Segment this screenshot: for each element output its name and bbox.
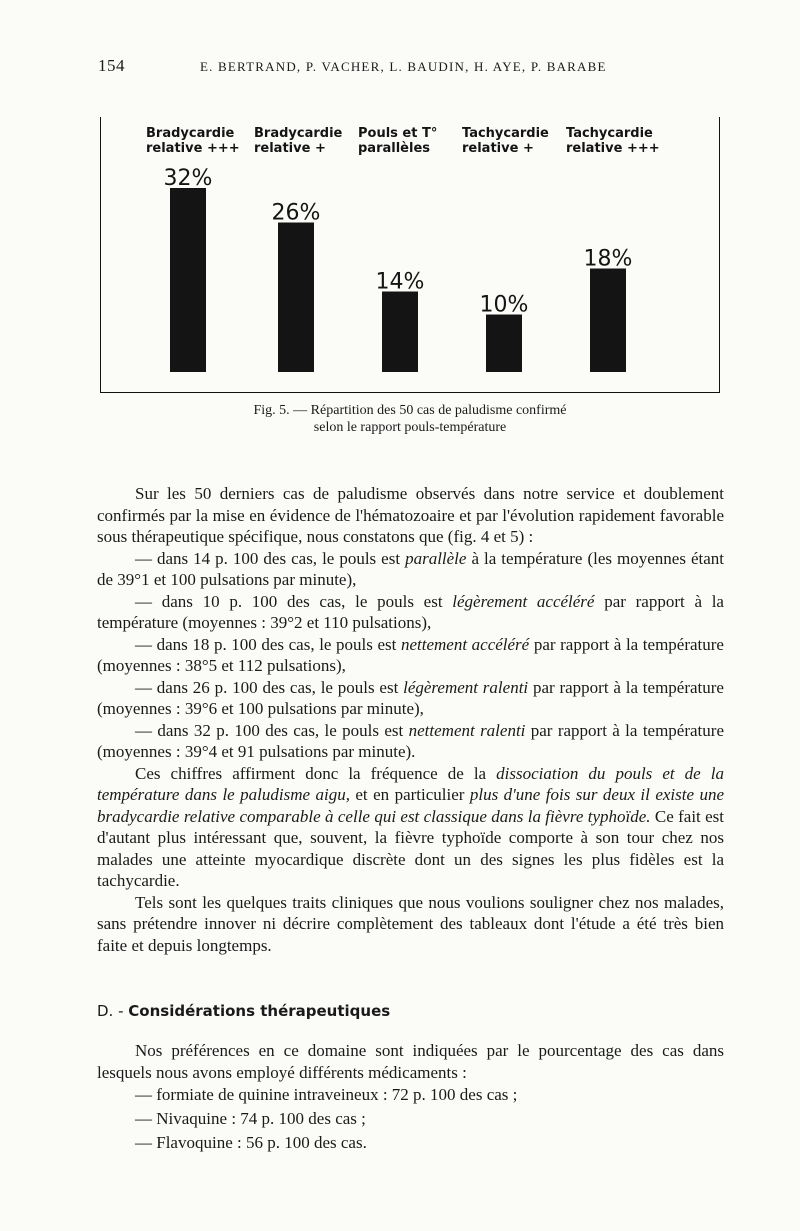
category-label: relative +++ — [566, 141, 660, 156]
category-label: Tachycardie — [462, 126, 549, 141]
therapy-item: — Nivaquine : 74 p. 100 des cas ; — [135, 1109, 366, 1128]
p2-text-b: et en particulier — [349, 785, 470, 804]
result-item-emphasis: légèrement accéléré — [452, 591, 595, 611]
results-text — [97, 483, 724, 956]
result-item-text: — dans 32 p. 100 des cas, le pouls est — [135, 720, 409, 740]
category-label: Bradycardie — [146, 126, 235, 141]
bar-value-label: 26% — [271, 200, 321, 226]
figure-caption — [150, 402, 670, 436]
therapy-item: — formiate de quinine intraveineux : 72 p. 100 des cas ; — [135, 1085, 518, 1104]
category-label: Pouls et T° — [358, 126, 438, 141]
bar-5 — [590, 269, 626, 373]
result-item-emphasis: nettement accéléré — [400, 634, 530, 654]
category-label: Tachycardie — [566, 126, 653, 141]
dissociation-paragraph — [97, 763, 724, 892]
therapy-item: — Flavoquine : 56 p. 100 des cas. — [135, 1133, 367, 1152]
category-label: relative +++ — [146, 141, 240, 156]
bar-4 — [486, 315, 522, 373]
running-authors: E. BERTRAND, P. VACHER, L. BAUDIN, H. AYE, P. BARABE — [200, 59, 607, 74]
caption-line-2: selon le rapport pouls-température — [313, 420, 507, 435]
result-item-emphasis: légèrement ralenti — [403, 677, 529, 697]
result-item-text: par rapport à la température (moyennes : 39°6 et 100 pulsations par minute), — [97, 677, 724, 718]
result-item-emphasis: parallèle — [405, 548, 467, 568]
result-item — [97, 591, 724, 634]
result-item — [97, 634, 724, 677]
result-item — [97, 548, 724, 591]
category-label: parallèles — [358, 141, 431, 156]
bar-2 — [278, 223, 314, 373]
result-item — [97, 677, 724, 720]
caption-line-1: Fig. 5. — Répartition des 50 cas de paludisme confirmé — [253, 403, 567, 418]
therapy-list — [135, 1083, 517, 1155]
page-number: 154 — [98, 56, 125, 75]
bar-1 — [170, 188, 206, 372]
p2-emphasis-2: plus d'une fois sur deux il existe une bradycardie relative comparable à celle qui est classique dans la fièvre typhoïde. — [97, 785, 724, 826]
category-label: Bradycardie — [254, 126, 343, 141]
result-item-text: — dans 10 p. 100 des cas, le pouls est — [135, 591, 453, 611]
result-item-text: par rapport à la température (moyennes : 39°4 et 91 pulsations par minute). — [97, 720, 724, 761]
result-item-emphasis: nettement ralenti — [408, 720, 526, 740]
therapy-intro: Nos préférences en ce domaine sont indiquées par le pourcentage des cas dans lesquels nous avons employé différents médicaments : — [97, 1041, 724, 1082]
intro-paragraph: Sur les 50 derniers cas de paludisme observés dans notre service et doublement confirmés par la mise en évidence de l'hématozoaire et par l'évolution rapidement favorable sous thérapeutique spécifique, nous constatons que (fig. 4 et 5) : — [97, 484, 724, 546]
result-item-text: par rapport à la température (moyennes : 38°5 et 112 pulsations), — [97, 634, 724, 675]
result-item-text: — dans 14 p. 100 des cas, le pouls est — [135, 548, 406, 568]
therapy-text — [97, 1040, 724, 1083]
results-list — [97, 548, 724, 763]
conclusion-paragraph: Tels sont les quelques traits cliniques que nous voulions souligner chez nos malades, sans prétendre innover ni décrire complètement des tableaux dont l'étude a été très bien faite et depuis longtemps. — [97, 892, 724, 955]
result-item-text: à la température (les moyennes étant de 39°1 et 100 pulsations par minute), — [97, 548, 724, 589]
category-label: relative + — [254, 141, 326, 156]
result-item — [97, 720, 724, 763]
section-heading — [97, 1002, 390, 1020]
bar-3 — [382, 292, 418, 373]
result-item-text: — dans 18 p. 100 des cas, le pouls est — [135, 634, 401, 654]
p2-emphasis-1: dissociation du pouls et de la température dans le paludisme aigu, — [97, 763, 724, 804]
bar-value-label: 14% — [375, 269, 425, 295]
p2-text-a: Ces chiffres affirment donc la fréquence de la — [135, 763, 497, 783]
bar-chart — [100, 117, 718, 392]
result-item-text: — dans 26 p. 100 des cas, le pouls est — [135, 677, 404, 697]
bar-value-label: 32% — [163, 166, 213, 191]
result-item-text: par rapport à la température (moyennes : 39°2 et 110 pulsations), — [97, 591, 724, 632]
section-title: Considérations thérapeutiques — [128, 1002, 391, 1020]
bar-value-label: 18% — [583, 246, 633, 272]
bar-value-label: 10% — [479, 292, 529, 318]
p2-text-c: Ce fait est d'autant plus intéressant que, souvent, la fièvre typhoïde comporte à son tour chez nos malades une atteinte myocardique discrète dont un des signes les plus fidèles est la tachycardie. — [97, 806, 725, 890]
category-label: relative + — [462, 141, 534, 156]
section-letter: D. - — [97, 1002, 129, 1020]
